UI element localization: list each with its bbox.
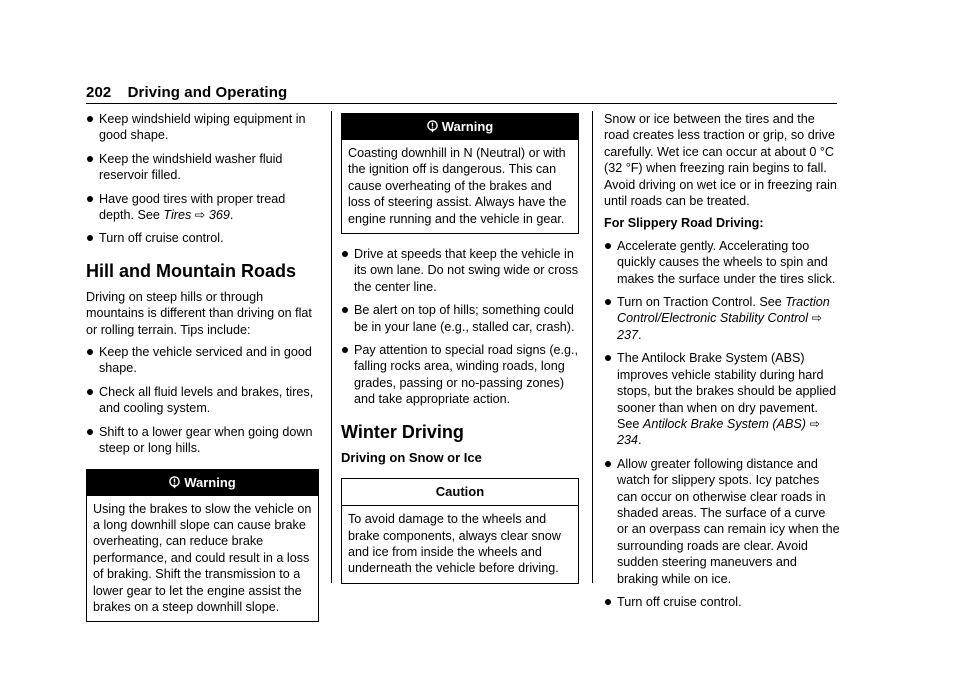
warning-icon (427, 120, 438, 133)
warning-icon (169, 476, 180, 489)
bullet-icon (87, 389, 93, 395)
xref-arrow-icon: ⇨ (809, 416, 821, 431)
bullet-icon (605, 243, 611, 249)
xref-arrow-icon: ⇨ (811, 311, 823, 326)
xref-abs[interactable]: Antilock Brake System (ABS) (642, 416, 806, 431)
bullet-icon (87, 235, 93, 241)
list-item: Have good tires with proper tread depth. See Tires ⇨ 369. (86, 191, 319, 224)
xref-traction-control[interactable]: Traction Control/Electronic Stability Control (617, 295, 830, 326)
warning-header: Warning (87, 470, 318, 496)
bullet-icon (87, 156, 93, 162)
column-divider (331, 111, 332, 583)
list-item: Allow greater following distance and watch for slippery spots. Icy patches can occur on otherwise clear roads in shaded areas. The surface of a curve or an overpass can remain icy when the surrounding roads are clear. Avoid sudden steering maneuvers and braking while on ice. (604, 456, 840, 587)
list-item: Turn off cruise control. (86, 230, 319, 246)
bullet-icon (87, 429, 93, 435)
xref-arrow-icon: ⇨ (194, 208, 206, 223)
subheading-snow-ice: Driving on Snow or Ice (341, 449, 482, 465)
list-item: Turn off cruise control. (604, 594, 840, 610)
page-number: 202 (86, 84, 112, 101)
warning-box (86, 469, 319, 623)
bullet-icon (87, 116, 93, 122)
header-rule (86, 103, 837, 104)
slippery-road-label: For Slippery Road Driving: (604, 216, 764, 231)
list-item: Be alert on top of hills; something could be in your lane (e.g., stalled car, crash). (341, 302, 579, 335)
bullet-icon (605, 461, 611, 467)
xref-page[interactable]: 234 (617, 433, 639, 448)
heading-winter-driving: Winter Driving (341, 421, 464, 442)
list-item: Check all fluid levels and brakes, tires, and cooling system. (86, 384, 319, 417)
intro-paragraph: Driving on steep hills or through mountains is different than driving on flat or rolling terrain. Tips include: (86, 289, 312, 337)
warning-text: Using the brakes to slow the vehicle on a long downhill slope can cause brake overheating, can reduce brake performance, and could result in a loss of braking. Shift the transmission to a lower gear to let the engine assist the brakes on a steep downhill slope. (93, 501, 312, 614)
list-item: Accelerate gently. Accelerating too quickly causes the wheels to spin and makes the surface under the tires slick. (604, 238, 840, 287)
xref-page[interactable]: 237 (617, 327, 639, 342)
page-header (86, 84, 287, 101)
list-item: Drive at speeds that keep the vehicle in its own lane. Do not swing wide or cross the center line. (341, 246, 579, 295)
bullet-icon (605, 355, 611, 361)
bullet-icon (342, 307, 348, 313)
list-item: Keep the vehicle serviced and in good shape. (86, 344, 319, 377)
list-item: Pay attention to special road signs (e.g., falling rocks area, winding roads, long grades, passing or no-passing zones) and take appropriate action. (341, 342, 579, 408)
column-2 (341, 111, 579, 596)
bullet-icon (87, 196, 93, 202)
bullet-icon (87, 349, 93, 355)
xref-tires[interactable]: Tires (163, 208, 192, 223)
list-item: The Antilock Brake System (ABS) improves vehicle stability during hard stops, but the brakes should be applied sooner than when on dry pavement. See Antilock Brake System (ABS) ⇨ 234. (604, 350, 840, 448)
column-1 (86, 111, 319, 634)
caution-text: To avoid damage to the wheels and brake components, always clear snow and ice from inside the wheels and underneath the vehicle before driving. (348, 512, 561, 576)
bullet-icon (342, 347, 348, 353)
xref-page[interactable]: 369 (208, 208, 230, 223)
warning-box (341, 113, 579, 234)
list-item: Turn on Traction Control. See Traction Control/Electronic Stability Control ⇨ 237. (604, 294, 840, 343)
list-item: Shift to a lower gear when going down steep or long hills. (86, 424, 319, 457)
list-item: Keep windshield wiping equipment in good shape. (86, 111, 319, 144)
bullet-icon (605, 599, 611, 605)
warning-header: Warning (342, 114, 578, 140)
section-title: Driving and Operating (127, 84, 288, 101)
heading-hill-mountain: Hill and Mountain Roads (86, 260, 296, 281)
column-divider (592, 111, 593, 583)
caution-box (341, 478, 579, 584)
warning-text: Coasting downhill in N (Neutral) or with the ignition off is dangerous. This can cause overheating of the brakes and loss of steering assist. Always have the engine running and the vehicle in gear. (348, 146, 567, 226)
bullet-icon (342, 251, 348, 257)
bullet-icon (605, 299, 611, 305)
intro-paragraph: Snow or ice between the tires and the road creates less traction or grip, so drive carefully. Wet ice can occur at about 0 °C (32 °F) when freezing rain begins to fall. Avoid driving on wet ice or in freezing rain until roads can be treated. (604, 112, 837, 209)
list-item: Keep the windshield washer fluid reservoir filled. (86, 151, 319, 184)
column-3 (604, 111, 840, 617)
caution-header: Caution (342, 479, 578, 506)
